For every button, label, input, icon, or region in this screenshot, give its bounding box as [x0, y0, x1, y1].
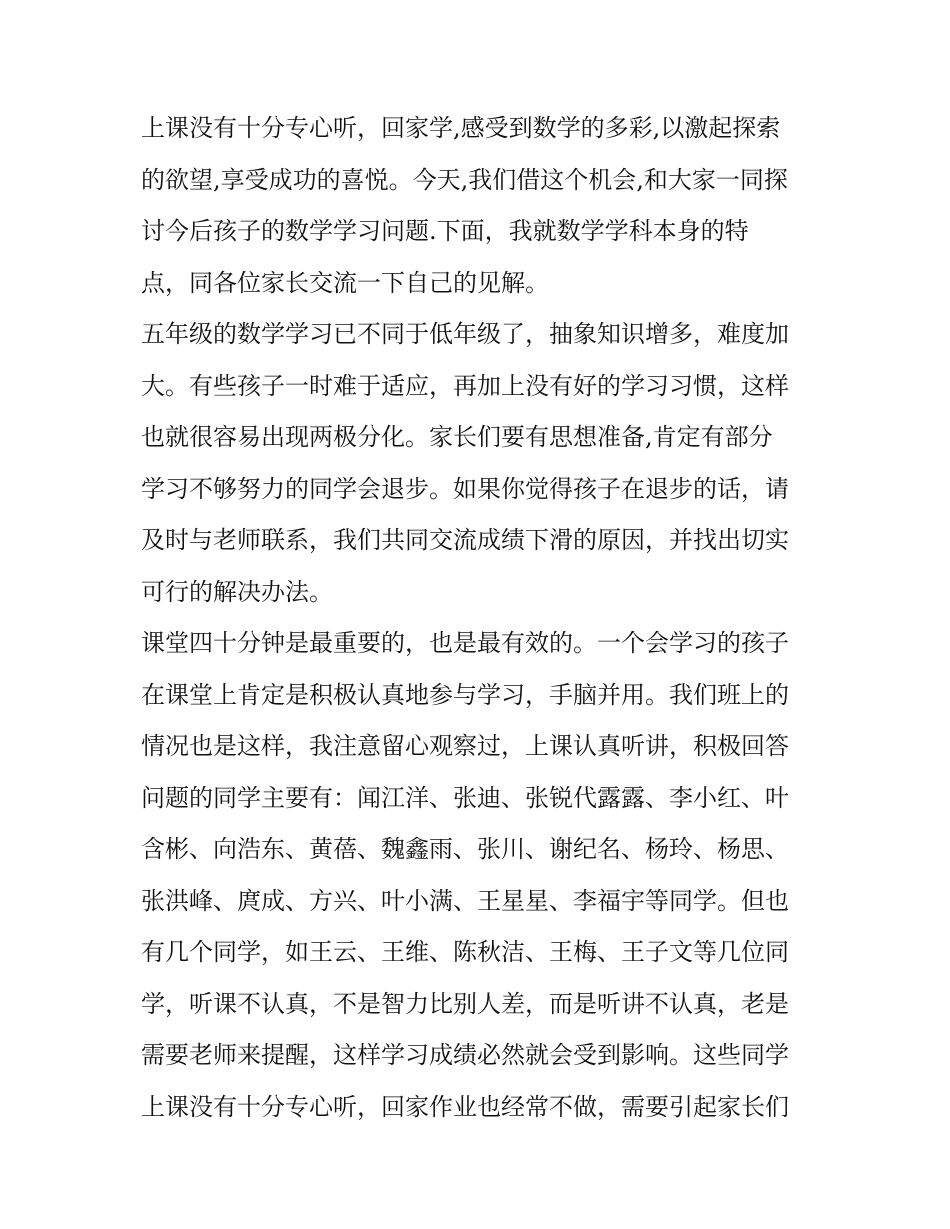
text-line: 情况也是这样，我注意留心观察过，上课认真听讲，积极回答: [141, 732, 789, 760]
text-line: 含彬、向浩东、黄蓓、魏鑫雨、张川、谢纪名、杨玲、杨思、: [141, 835, 789, 863]
text-line: 大。有些孩子一时难于适应，再加上没有好的学习习惯，这样: [141, 371, 789, 400]
text-line: 讨今后孩子的数学学习问题.下面，我就数学学科本身的特: [141, 217, 749, 245]
text-line: 上课没有十分专心听，回家作业也经常不做，需要引起家长们: [141, 1092, 789, 1121]
text-line: 可行的解决办法。: [141, 577, 333, 606]
body-text: [141, 103, 821, 1133]
text-line: 张洪峰、庹成、方兴、叶小满、王星星、李福宇等同学。但也: [141, 886, 789, 915]
text-line: 需要老师来提醒，这样学习成绩必然就会受到影响。这些同学: [141, 1041, 789, 1069]
text-line: 五年级的数学学习已不同于低年级了，抽象知识增多，难度加: [141, 320, 789, 348]
text-line: 上课没有十分专心听，回家学,感受到数学的多彩,以激起探索: [141, 114, 781, 142]
text-line: 点，同各位家长交流一下自己的见解。: [141, 268, 549, 297]
text-line: 的欲望,享受成功的喜悦。今天,我们借这个机会,和大家一同探: [141, 165, 788, 194]
text-line: 学习不够努力的同学会退步。如果你觉得孩子在退步的话，请: [141, 474, 789, 503]
text-line: 及时与老师联系，我们共同交流成绩下滑的原因，并找出切实: [141, 526, 789, 554]
text-line: 问题的同学主要有：闻江洋、张迪、张锐代露露、李小红、叶: [141, 783, 789, 812]
text-line: 也就很容易出现两极分化。家长们要有思想准备,肯定有部分: [141, 423, 773, 451]
text-line: 在课堂上肯定是积极认真地参与学习，手脑并用。我们班上的: [141, 680, 789, 709]
text-line: 有几个同学，如王云、王维、陈秋洁、王梅、王子文等几位同: [141, 938, 789, 966]
text-line: 学，听课不认真，不是智力比别人差，而是听讲不认真，老是: [141, 989, 789, 1018]
text-line: 课堂四十分钟是最重要的，也是最有效的。一个会学习的孩子: [141, 629, 789, 657]
